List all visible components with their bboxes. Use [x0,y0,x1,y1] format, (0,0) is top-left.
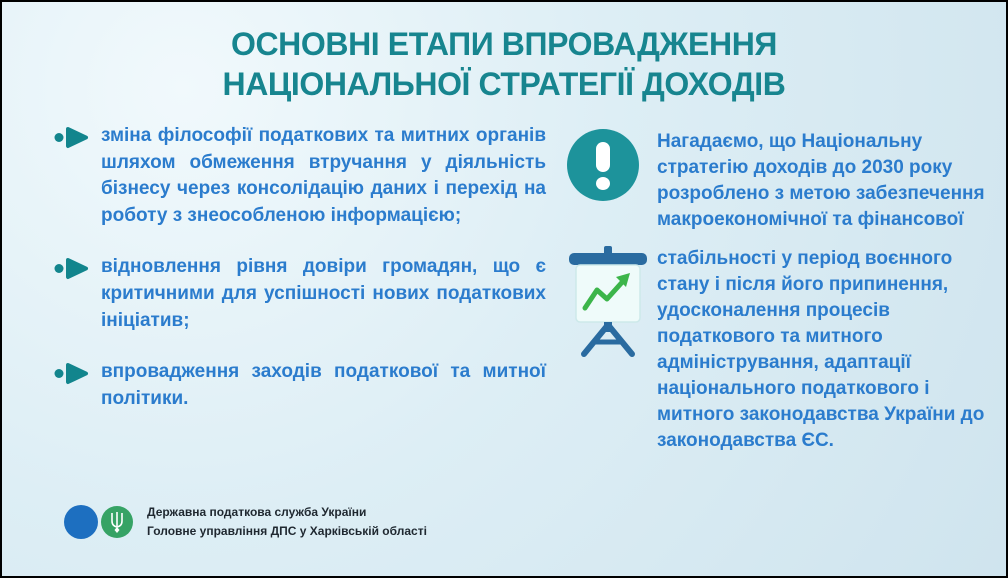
play-arrow-dot-icon [54,255,92,334]
play-arrow-dot-icon [54,360,92,412]
trident-emblem-logo [101,506,133,538]
list-item [54,359,546,412]
left-bullet-list [54,123,546,437]
easel-growth-chart-icon [567,345,649,362]
list-item [54,254,546,334]
organization-line1: Державна податкова служба України [147,505,367,519]
footer [64,503,427,541]
bullet-text: впровадження заходів податкової та митної політики. [101,361,546,409]
page-title-line1: ОСНОВНІ ЕТАПИ ВПРОВАДЖЕННЯ [230,26,778,62]
info-text: стабільності у період воєнного стану і після його припинення, удосконалення процесів податкового та митного адміністрування, адаптації національного податкового і митного законодавства України до законодавства ЄС. [657,248,985,452]
exclamation-circle-icon [567,129,639,201]
list-item [54,123,546,229]
right-info-column [567,129,992,467]
list-item [567,246,992,454]
play-arrow-dot-icon [54,124,92,229]
page-title-line2: НАЦІОНАЛЬНОЇ СТРАТЕГІЇ ДОХОДІВ [222,66,786,102]
info-text: Нагадаємо, що Національну стратегію доходів до 2030 року розроблено з метою забезпечення макроекономічної та фінансової [657,131,985,231]
organization-line2: Головне управління ДПС у Харківській області [147,524,427,539]
bullet-text: відновлення рівня довіри громадян, що є критичними для успішності нових податкових ініціатив; [101,256,546,331]
organization-name [147,503,427,541]
bullet-text: зміна філософії податкових та митних органів шляхом обмеження втручання у діяльність бізнесу через консолідацію даних і перехід на роботу з знеособленою інформацією; [101,125,546,226]
list-item [567,129,992,233]
page-title [2,24,1006,104]
blue-circle-logo [64,505,98,539]
